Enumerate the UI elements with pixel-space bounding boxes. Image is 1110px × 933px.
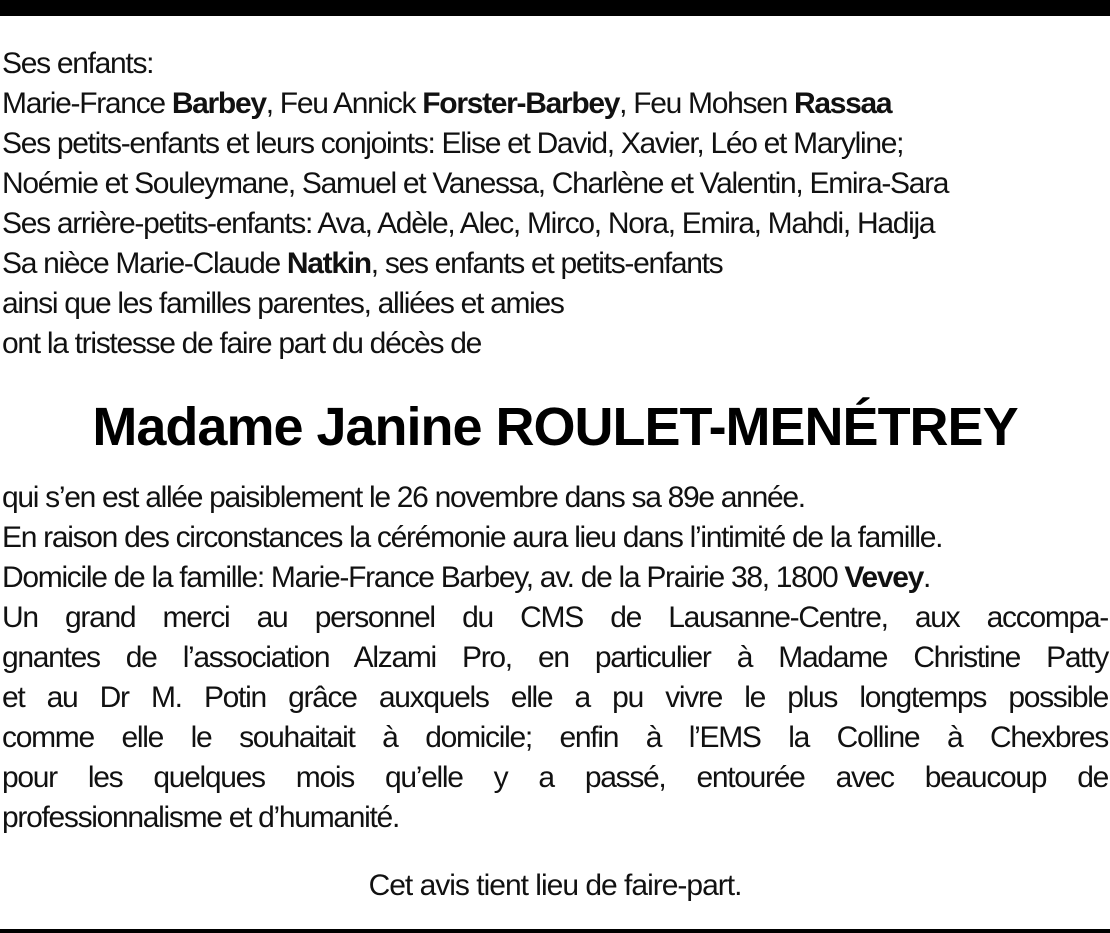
top-rule (0, 0, 1110, 16)
child-1-surname: Barbey (171, 87, 266, 120)
child-2-first: , Feu Annick (265, 87, 423, 120)
thanks-line-1: Un grand merci au personnel du CMS de Lausanne-Centre, aux accompa- (2, 601, 1108, 634)
thanks-line-2: gnantes de l’association Alzami Pro, en particulier à Madame Christine Patty (2, 641, 1108, 674)
niece-surname: Natkin (286, 247, 371, 280)
child-3-first: , Feu Mohsen (619, 87, 795, 120)
great-grandchildren-line: Ses arrière-petits-enfants: Ava, Adèle, Alec, Mirco, Nora, Emira, Mahdi, Hadija (2, 207, 935, 240)
child-2-surname: Forster-Barbey (422, 87, 620, 120)
thanks-line-5: pour les quelques mois qu’elle y a passé, entourée avec beaucoup de (2, 761, 1108, 794)
grandchildren-line-2: Noémie et Souleymane, Samuel et Vanessa, Charlène et Valentin, Emira-Sara (2, 167, 949, 200)
families-line: ainsi que les familles parentes, alliées et amies (2, 287, 564, 320)
thanks-line-4: comme elle le souhaitait à domicile; enfin à l’EMS la Colline à Chexbres (2, 721, 1108, 754)
closing-note: Cet avis tient lieu de faire-part. (368, 869, 742, 902)
domicile-city: Vevey (844, 561, 923, 594)
grandchildren-line-1: Ses petits-enfants et leurs conjoints: Elise et David, Xavier, Léo et Maryline; (2, 127, 904, 160)
children-heading: Ses enfants: (2, 47, 154, 80)
niece-line (2, 244, 1108, 284)
niece-rest: , ses enfants et petits-enfants (370, 247, 723, 280)
niece-first: Sa nièce Marie-Claude (2, 247, 287, 280)
children-names (2, 84, 1108, 124)
domicile-period: . (922, 561, 931, 594)
ceremony-line: En raison des circonstances la cérémonie aura lieu dans l’intimité de la famille. (2, 521, 943, 554)
domicile-address: Domicile de la famille: Marie-France Barbey, av. de la Prairie 38, 1800 (2, 561, 845, 594)
child-1-first: Marie-France (2, 87, 172, 120)
passing-line: qui s’en est allée paisiblement le 26 novembre dans sa 89e année. (2, 481, 805, 514)
announcement-line: ont la tristesse de faire part du décès de (2, 327, 482, 360)
deceased-name: Madame Janine ROULET-MENÉTREY (92, 397, 1018, 457)
thanks-line-6: professionnalisme et d’humanité. (2, 801, 399, 834)
child-3-surname: Rassaa (794, 87, 892, 120)
domicile-line (2, 558, 1108, 598)
thanks-line-3: et au Dr M. Potin grâce auxquels elle a pu vivre le plus longtemps possible (2, 681, 1108, 714)
bottom-rule (0, 929, 1110, 933)
